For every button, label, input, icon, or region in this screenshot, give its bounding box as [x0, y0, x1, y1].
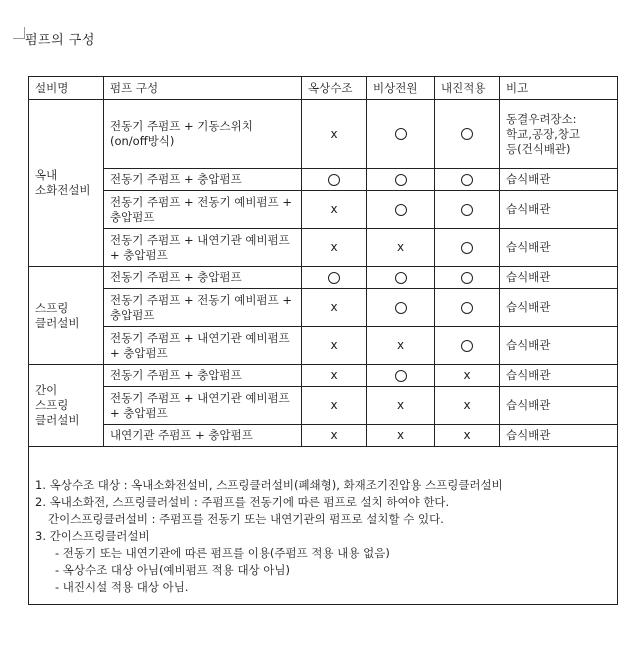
x-mark: x — [330, 240, 338, 254]
x-mark: x — [396, 428, 405, 442]
table-row — [29, 267, 618, 289]
pump-config-cell: 내연기관 주펌프 + 충압펌프 — [104, 425, 302, 447]
group-name-cell: 옥내 소화전설비 — [29, 100, 104, 267]
table-row — [29, 425, 618, 447]
table-row — [29, 191, 618, 229]
emergency-power-cell — [367, 425, 435, 447]
seismic-cell — [435, 289, 500, 327]
group-name-cell: 간이 스프링 클러설비 — [29, 365, 104, 447]
note-line: - 옥상수조 대상 아님(예비펌프 적용 대상 아님) — [55, 563, 291, 577]
circle-mark — [461, 272, 473, 284]
pump-config-cell: 전동기 주펌프 + 내연기관 예비펌프 + 충압펌프 — [104, 327, 302, 365]
circle-mark — [461, 242, 473, 254]
remark-cell: 습식배관 — [500, 191, 618, 229]
group-name-cell: 스프링 클러설비 — [29, 267, 104, 365]
pump-config-cell: 전동기 주펌프 + 충압펌프 — [104, 365, 302, 387]
page-title: 펌프의 구성 — [25, 33, 95, 48]
rooftop-cell — [302, 169, 367, 191]
emergency-power-cell — [367, 327, 435, 365]
rooftop-cell — [302, 229, 367, 267]
emergency-power-cell — [367, 289, 435, 327]
remark-cell: 습식배관 — [500, 267, 618, 289]
pump-config-table — [28, 76, 618, 605]
circle-mark — [395, 204, 407, 216]
seismic-cell — [435, 327, 500, 365]
note-line: 간이스프링클러설비 : 주펌프를 전동기 또는 내연기관의 펌프로 설치할 수 있다. — [48, 512, 444, 526]
emergency-power-cell — [367, 191, 435, 229]
seismic-cell — [435, 387, 500, 425]
note-line: 3. 간이스프링클러설비 — [35, 529, 150, 543]
rooftop-cell — [302, 289, 367, 327]
rooftop-cell — [302, 425, 367, 447]
rooftop-cell — [302, 267, 367, 289]
circle-mark — [395, 302, 407, 314]
table-row — [29, 100, 618, 169]
x-mark: x — [396, 338, 405, 352]
seismic-cell — [435, 191, 500, 229]
page-corner-mark — [13, 27, 25, 39]
circle-mark — [461, 174, 473, 186]
emergency-power-cell — [367, 169, 435, 191]
remark-cell: 습식배관 — [500, 229, 618, 267]
rooftop-cell — [302, 365, 367, 387]
circle-mark — [395, 370, 407, 382]
notes — [35, 477, 611, 604]
seismic-cell — [435, 229, 500, 267]
note-line: - 전동기 또는 내연기관에 따른 펌프를 이용(주펌프 적용 내용 없음) — [55, 546, 390, 560]
emergency-power-cell — [367, 267, 435, 289]
x-mark: x — [463, 398, 471, 412]
rooftop-cell — [302, 327, 367, 365]
remark-cell: 동결우려장소: 학교,공장,창고 등(건식배관) — [500, 100, 618, 169]
remark-cell: 습식배관 — [500, 365, 618, 387]
note-line: 1. 옥상수조 대상 : 옥내소화전설비, 스프링클러설비(폐쇄형), 화재조기진압용 스프링클러설비 — [35, 478, 503, 492]
circle-mark — [461, 128, 473, 140]
x-mark: x — [396, 240, 405, 254]
x-mark: x — [330, 202, 338, 216]
emergency-power-cell — [367, 387, 435, 425]
seismic-cell — [435, 267, 500, 289]
circle-mark — [395, 174, 407, 186]
circle-mark — [461, 204, 473, 216]
x-mark: x — [330, 398, 338, 412]
remark-cell: 습식배관 — [500, 387, 618, 425]
seismic-cell — [435, 425, 500, 447]
x-mark: x — [463, 368, 471, 382]
pump-config-cell: 전동기 주펌프 + 내연기관 예비펌프 + 충압펌프 — [104, 229, 302, 267]
table-row — [29, 327, 618, 365]
remark-cell: 습식배관 — [500, 169, 618, 191]
x-mark: x — [330, 428, 338, 442]
x-mark: x — [330, 368, 338, 382]
emergency-power-cell — [367, 229, 435, 267]
rooftop-cell — [302, 191, 367, 229]
circle-mark — [461, 340, 473, 352]
header-cell: 비상전원 — [367, 77, 435, 100]
remark-cell: 습식배관 — [500, 289, 618, 327]
x-mark: x — [330, 126, 338, 141]
remark-cell: 습식배관 — [500, 327, 618, 365]
x-mark: x — [396, 398, 405, 412]
table-row — [29, 229, 618, 267]
header-cell: 설비명 — [29, 77, 104, 100]
header-cell: 내진적용 — [435, 77, 500, 100]
x-mark: x — [330, 338, 338, 352]
header-cell: 옥상수조 — [302, 77, 367, 100]
note-line: - 내진시설 적용 대상 아님. — [55, 580, 189, 594]
pump-config-cell: 전동기 주펌프 + 충압펌프 — [104, 169, 302, 191]
x-mark: x — [330, 300, 338, 314]
seismic-cell — [435, 365, 500, 387]
header-cell: 비고 — [500, 77, 618, 100]
table-header-row — [29, 77, 618, 100]
table-row — [29, 169, 618, 191]
circle-mark — [461, 302, 473, 314]
remark-cell: 습식배관 — [500, 425, 618, 447]
pump-config-cell: 전동기 주펌프 + 충압펌프 — [104, 267, 302, 289]
table-row — [29, 365, 618, 387]
emergency-power-cell — [367, 365, 435, 387]
rooftop-cell — [302, 387, 367, 425]
table-row — [29, 289, 618, 327]
seismic-cell — [435, 100, 500, 169]
header-cell: 펌프 구성 — [104, 77, 302, 100]
circle-mark — [328, 272, 340, 284]
pump-config-cell: 전동기 주펌프 + 전동기 예비펌프 + 충압펌프 — [104, 191, 302, 229]
pump-config-cell: 전동기 주펌프 + 내연기관 예비펌프 + 충압펌프 — [104, 387, 302, 425]
x-mark: x — [463, 428, 471, 442]
emergency-power-cell — [367, 100, 435, 169]
circle-mark — [395, 272, 407, 284]
note-line: 2. 옥내소화전, 스프링클러설비 : 주펌프를 전동기에 따른 펌프로 설치 하여야 한다. — [35, 495, 450, 509]
pump-config-cell: 전동기 주펌프 + 기동스위치 (on/off방식) — [104, 100, 302, 169]
rooftop-cell — [302, 100, 367, 169]
seismic-cell — [435, 169, 500, 191]
table-row — [29, 387, 618, 425]
pump-config-cell: 전동기 주펌프 + 전동기 예비펌프 + 충압펌프 — [104, 289, 302, 327]
circle-mark — [395, 128, 407, 140]
circle-mark — [328, 174, 340, 186]
notes-cell — [29, 447, 618, 605]
